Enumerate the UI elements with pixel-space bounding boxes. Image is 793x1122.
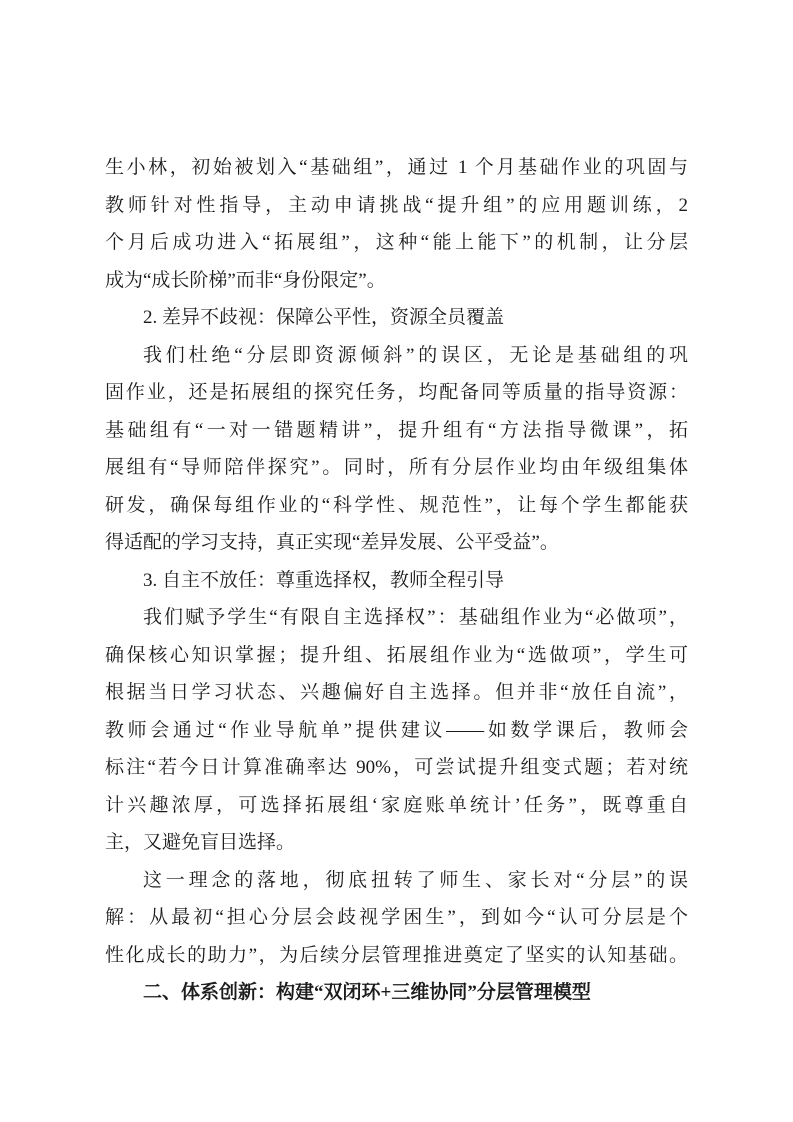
subheading-3-autonomy: [105, 562, 688, 600]
text-line: 我们杜绝“分层即资源倾斜”的误区，无论是基础组的巩: [143, 344, 688, 366]
text-line: 基础组有“一对一错题精讲”，提升组有“方法指导微课”，拓: [105, 419, 688, 441]
text-line: 教师针对性指导，主动申请挑战“提升组”的应用题训练，2: [105, 194, 688, 216]
heading-line: 二、体系创新：构建“双闭环+三维协同”分层管理模型: [143, 982, 591, 1003]
text-line: 生小林，初始被划入“基础组”，通过 1 个月基础作业的巩固与: [105, 157, 688, 178]
text-line: 解：从最初“担心分层会歧视学困生”，到如今“认可分层是个: [105, 907, 688, 928]
paragraph-growth-ladder: [105, 149, 688, 299]
text-line: 计兴趣浓厚，可选择拓展组‘家庭账单统计’任务”，既尊重自: [105, 794, 688, 816]
text-line: 这一理念的落地，彻底扭转了师生、家长对“分层”的误: [143, 869, 688, 891]
subheading-2-fairness: [105, 299, 688, 337]
text-line: 固作业，还是拓展组的探究任务，均配备同等质量的指导资源：: [105, 382, 688, 403]
text-line: 性化成长的助力”，为后续分层管理推进奠定了坚实的认知基础。: [105, 944, 688, 966]
heading-line: 3. 自主不放任：尊重选择权，教师全程引导: [143, 569, 505, 591]
text-line: 标注“若今日计算准确率达 90%，可尝试提升组变式题；若对统: [105, 757, 688, 778]
text-line: 确保核心知识掌握；提升组、拓展组作业为“选做项”，学生可: [105, 644, 688, 666]
text-line: 教师会通过“作业导航单”提供建议——如数学课后，教师会: [105, 719, 688, 741]
paragraph-limited-choice: [105, 599, 688, 862]
text-line: 得适配的学习支持，真正实现“差异发展、公平受益”。: [105, 532, 559, 553]
text-line: 主，又避免盲目选择。: [105, 832, 296, 853]
heading-line: 2. 差异不歧视：保障公平性，资源全员覆盖: [143, 307, 505, 328]
text-line: 个月后成功进入“拓展组”，这种“能上能下”的机制，让分层: [105, 232, 688, 253]
text-line: 展组有“导师陪伴探究”。同时，所有分层作业均由年级组集体: [105, 457, 688, 478]
text-line: 成为“成长阶梯”而非“身份限定”。: [105, 269, 386, 291]
text-line: 根据当日学习状态、兴趣偏好自主选择。但并非“放任自流”，: [105, 682, 688, 703]
heading-section-two: [105, 974, 688, 1012]
text-line: 我们赋予学生“有限自主选择权”：基础组作业为“必做项”，: [143, 607, 688, 628]
text-line: 研发，确保每组作业的“科学性、规范性”，让每个学生都能获: [105, 494, 688, 516]
document-content: [105, 149, 688, 1012]
paragraph-concept-impact: [105, 862, 688, 975]
paragraph-equal-resources: [105, 337, 688, 562]
